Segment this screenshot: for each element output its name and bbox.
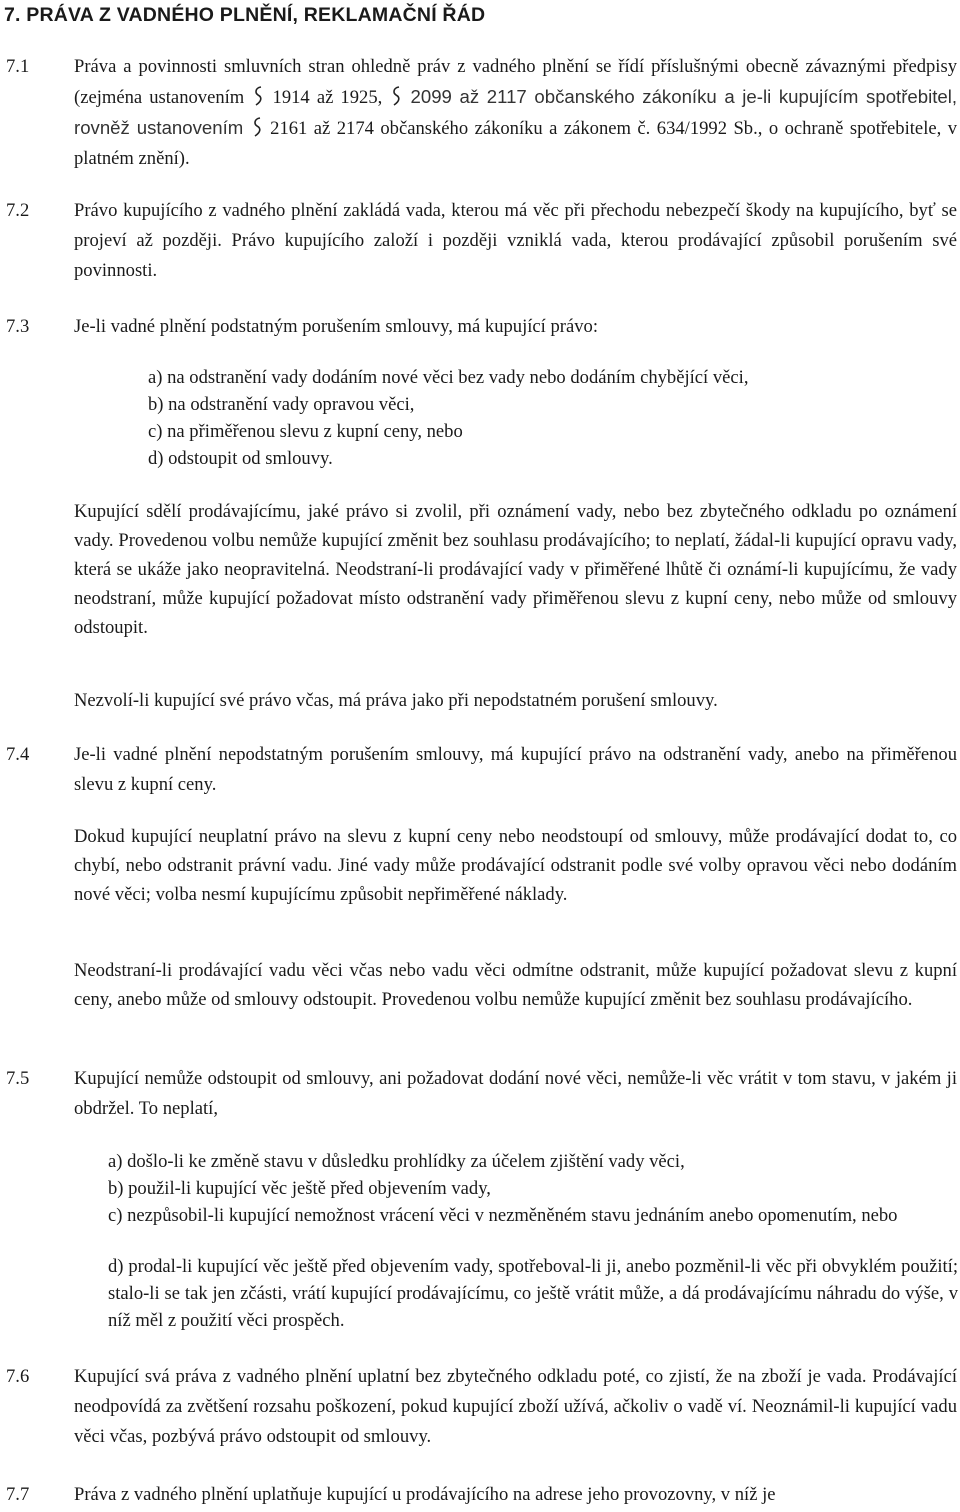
clause-number: 7.6	[6, 1366, 30, 1387]
clause-number: 7.1	[6, 56, 30, 77]
section-heading: 7. PRÁVA Z VADNÉHO PLNĚNÍ, REKLAMAČNÍ ŘÁD	[4, 4, 486, 26]
list-item: d) prodal-li kupující věc ještě před objevením vady, spotřeboval-li ji, anebo pozměnil-li věc při obvyklém použití; stalo-li se tak jen zčásti, vrátí kupující prodávajícímu, co ještě vrátit může, a dá prodávajícímu náhradu do výše, v níž měl z použití věci prospěch.	[108, 1256, 958, 1331]
list-item: a) na odstranění vady dodáním nové věci bez vady nebo dodáním chybějící věci,	[148, 367, 749, 388]
list-item: c) na přiměřenou slevu z kupní ceny, nebo	[148, 421, 463, 442]
list-item: b) na odstranění vady opravou věci,	[148, 394, 415, 415]
clause-paragraph: Nezvolí-li kupující své právo včas, má práva jako při nepodstatném porušení smlouvy.	[74, 690, 718, 711]
section-sign-icon	[251, 85, 265, 107]
clause-text: Práva z vadného plnění uplatňuje kupující u prodávajícího na adrese jeho provozovny, v níž je	[74, 1484, 776, 1505]
list-item: b) použil-li kupující věc ještě před objevením vady,	[108, 1178, 491, 1199]
clause-text: Práva a povinnosti smluvních stran ohledně práv z vadného plnění se řídí příslušnými obecně závaznými předpisy (zejména ustanovením 1914 až 1925, 2099 až 2117 občanského zákoníku a je-li kupujícím spotřebitel, rovněž ustanovením 2161 až 2174 občanského zákoníku a zákonem č. 634/1992 Sb., o ochraně spotřebitele, v platném znění).	[74, 56, 958, 169]
clause-paragraph: Kupující sdělí prodávajícímu, jaké právo si zvolil, při oznámení vady, nebo bez zbytečného odkladu po oznámení vady. Provedenou volbu nemůže kupující změnit bez souhlasu prodávajícího; to neplatí, žádal-li kupující opravu vady, která se ukáže jako neopravitelná. Neodstraní-li prodávající vady v přiměřené lhůtě či oznámí-li kupujícímu, že vady neodstraní, může kupující požadovat místo odstranění vady přiměřenou slevu z kupní ceny, nebo může od smlouvy odstoupit.	[74, 501, 957, 638]
clause-intro: Je-li vadné plnění nepodstatným porušením smlouvy, má kupující právo na odstranění vady, anebo na přiměřenou slevu z kupní ceny.	[74, 744, 957, 795]
clause-number: 7.7	[6, 1484, 30, 1505]
section-sign-icon	[389, 85, 403, 107]
clause-number: 7.5	[6, 1068, 30, 1089]
list-item: a) došlo-li ke změně stavu v důsledku prohlídky za účelem zjištění vady věci,	[108, 1151, 685, 1172]
section-sign-icon	[250, 116, 264, 138]
clause-number: 7.4	[6, 744, 30, 765]
clause-number: 7.3	[6, 316, 30, 337]
clause-paragraph: Neodstraní-li prodávající vadu věci včas nebo vadu věci odmítne odstranit, může kupující požadovat slevu z kupní ceny, anebo může od smlouvy odstoupit. Provedenou volbu nemůže kupující změnit bez souhlasu prodávajícího.	[74, 960, 957, 1010]
clause-text: Kupující svá práva z vadného plnění uplatní bez zbytečného odkladu poté, co zjistí, že na zboží je vada. Prodávající neodpovídá za zvětšení rozsahu poškození, pokud kupující zboží užívá, ačkoliv o vadě ví. Neoznámil-li kupující vadu věci včas, pozbývá právo odstoupit od smlouvy.	[74, 1366, 957, 1447]
list-item: c) nezpůsobil-li kupující nemožnost vrácení věci v nezměněném stavu jednáním anebo opomenutím, nebo	[108, 1205, 898, 1226]
clause-intro: Je-li vadné plnění podstatným porušením smlouvy, má kupující právo:	[74, 316, 598, 337]
list-item: d) odstoupit od smlouvy.	[148, 448, 333, 469]
clause-number: 7.2	[6, 200, 30, 221]
clause-text: Právo kupujícího z vadného plnění zakládá vada, kterou má věc při přechodu nebezpečí škody na kupujícího, byť se projeví až později. Právo kupujícího založí i později vzniklá vada, kterou prodávající způsobil porušením své povinnosti.	[74, 200, 957, 281]
clause-intro: Kupující nemůže odstoupit od smlouvy, ani požadovat dodání nové věci, nemůže-li věc vrátit v tom stavu, v jakém ji obdržel. To neplatí,	[74, 1068, 957, 1119]
clause-paragraph: Dokud kupující neuplatní právo na slevu z kupní ceny nebo neodstoupí od smlouvy, může prodávající dodat to, co chybí, nebo odstranit právní vadu. Jiné vady může prodávající odstranit podle své volby opravou věci nebo dodáním nové věci; volba nesmí kupujícímu způsobit nepřiměřené náklady.	[74, 826, 957, 905]
